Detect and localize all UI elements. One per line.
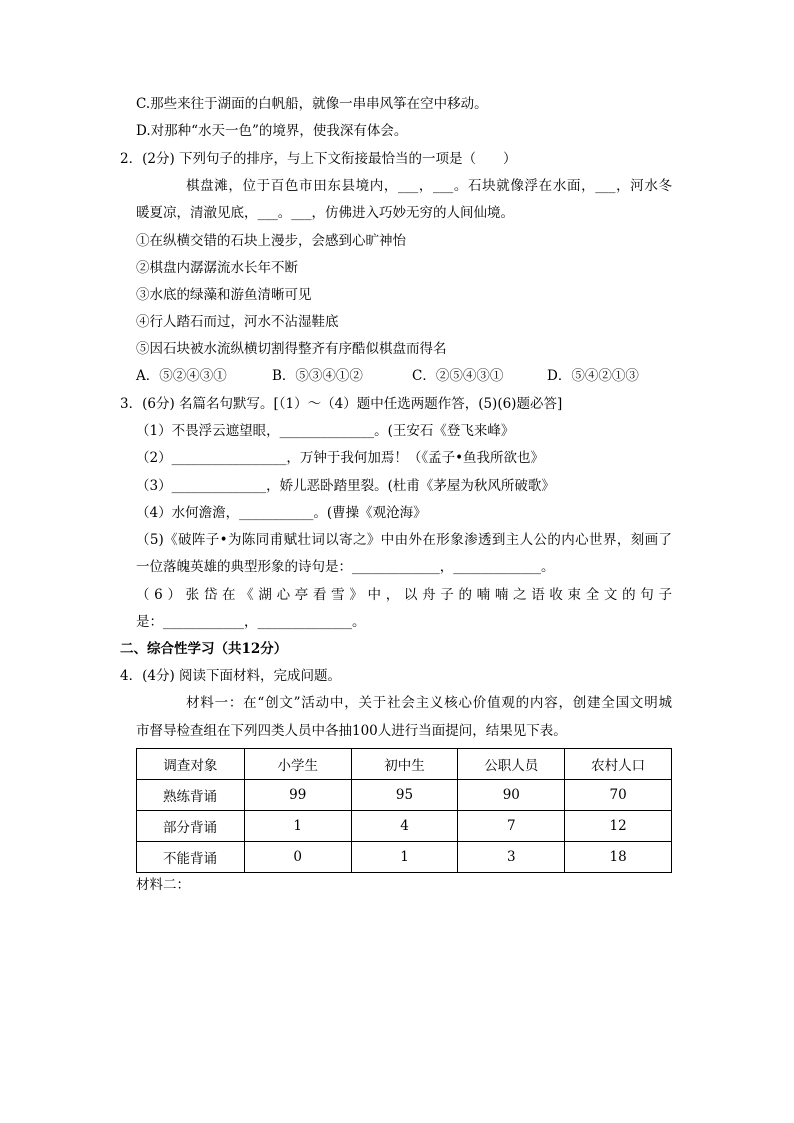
q2-item-4: ④行人踏石而过，河水不沾湿鞋底 [136,314,339,330]
table-header-row [137,749,672,780]
q4-material-1-line-1: 材料一：在“创文”活动中，关于社会主义核心价值观的内容，创建全国文明城 [186,695,672,711]
q2-item-1: ①在纵横交错的石块上漫步，会感到心旷神怡 [136,233,406,249]
q3-sentence-6-line-1: （6）张岱在《湖心亭看雪》中，以舟子的喃喃之语收束全文的句子 [136,587,672,603]
table-cell: 0 [244,842,351,873]
table-cell: 70 [565,780,672,811]
table-header-cell: 农村人口 [565,749,672,780]
q3-sentence-6-line-2: 是：____________，______________。 [136,614,366,630]
q2-item-5: ⑤因石块被水流纵横切割得整齐有序酷似棋盘而得名 [136,341,447,357]
table-row [137,842,672,873]
q2-choice-d: D．⑤④②①③ [547,368,639,384]
table-header-cell: 公职人员 [458,749,565,780]
q2-choice-c: C．②⑤④③① [412,368,504,384]
q2-passage-line-1: 棋盘滩，位于百色市田东县境内，___，___。石块就像浮在水面，___，河水冬 [186,178,672,194]
table-row-label: 熟练背诵 [137,780,245,811]
q2-item-2: ②棋盘内潺潺流水长年不断 [136,260,298,276]
q2-passage-line-2: 暖夏凉，清澈见底，___。___，仿佛进入巧妙无穷的人间仙境。 [136,205,514,221]
q2-choice-a: A．⑤②④③① [136,368,227,384]
table-header-cell: 调查对象 [137,749,245,780]
q2-choice-b: B．⑤③④①② [272,368,363,384]
table-row [137,780,672,811]
q4-material-2-label: 材料二： [136,877,190,893]
section-2-heading: 二、综合性学习（共12分） [120,641,288,657]
q2-item-3: ③水底的绿藻和游鱼清晰可见 [136,287,312,303]
table-cell: 95 [351,780,458,811]
q3-stem: 3．(6分) 名篇名句默写。[（1）～（4）题中任选两题作答，(5)(6)题必答] [120,396,563,412]
q3-sentence-5-line-1: （5)《破阵子•为陈同甫赋壮词以寄之》中由外在形象渗透到主人公的内心世界，刻画了 [136,532,672,548]
q3-sentence-2: （2）_________________，万钟于我何加焉！（《孟子•鱼我所欲也》 [136,450,545,466]
q1-option-c: C.那些来往于湖面的白帆船，就像一串串风筝在空中移动。 [136,96,488,112]
q3-sentence-4: （4）水何澹澹，___________。(曹操《观沧海》 [136,505,427,521]
q3-sentence-3: （3）______________，娇儿恶卧踏里裂。(杜甫《茅屋为秋风所破歌》 [136,478,555,494]
q2-stem: 2．(2分) 下列句子的排序，与上下文衔接最恰当的一项是（ ） [120,151,517,167]
table-cell: 4 [351,811,458,842]
table-cell: 7 [458,811,565,842]
q3-sentence-1: （1）不畏浮云遮望眼，______________。(王安石《登飞来峰》 [136,423,515,439]
table-cell: 1 [351,842,458,873]
table-header-cell: 初中生 [351,749,458,780]
q4-stem: 4．(4分) 阅读下面材料，完成问题。 [120,668,342,684]
table-cell: 12 [565,811,672,842]
table-cell: 1 [244,811,351,842]
table-cell: 90 [458,780,565,811]
table-header-cell: 小学生 [244,749,351,780]
q1-option-d: D.对那种“水天一色”的境界，使我深有体会。 [136,123,408,139]
table-cell: 3 [458,842,565,873]
q3-sentence-5-line-2: 一位落魄英雄的典型形象的诗句是：_____________，_____________。 [136,559,555,575]
table-row-label: 部分背诵 [137,811,245,842]
table-row [137,811,672,842]
table-row-label: 不能背诵 [137,842,245,873]
table-cell: 99 [244,780,351,811]
table-cell: 18 [565,842,672,873]
q4-material-1-line-2: 市督导检查组在下列四类人员中各抽100人进行当面提问，结果见下表。 [136,723,567,739]
survey-table [136,748,672,873]
